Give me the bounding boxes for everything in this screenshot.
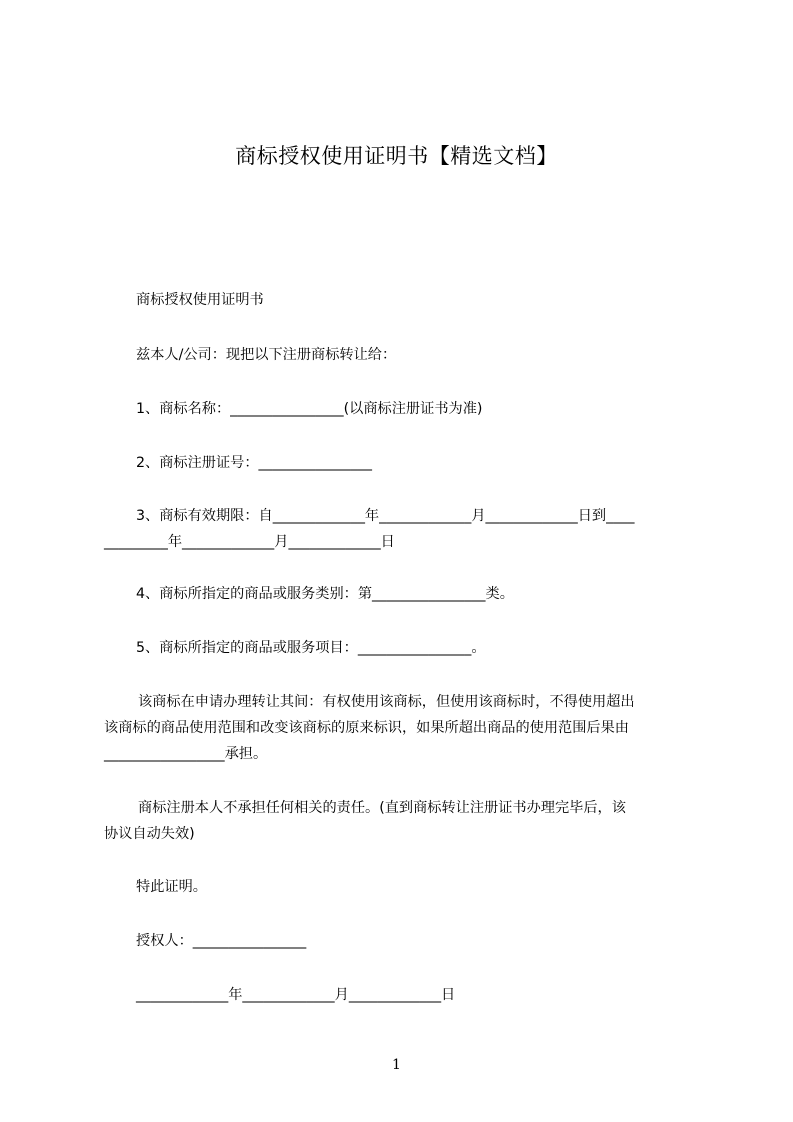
item-goods-items: 5、商标所指定的商品或服务项目：________________。 <box>136 640 486 656</box>
item-validity-period-line2: _________年_____________月_____________日 <box>104 534 395 550</box>
paragraph-liability-line2: 协议自动失效) <box>104 826 195 842</box>
item-goods-class: 4、商标所指定的商品或服务类别：第________________类。 <box>136 586 514 602</box>
item-registration-number: 2、商标注册证号：________________ <box>136 455 373 471</box>
paragraph-transfer-line1: 该商标在申请办理转让其间：有权使用该商标，但使用该商标时，不得使用超出 <box>138 694 635 710</box>
section-heading: 商标授权使用证明书 <box>136 292 264 308</box>
paragraph-transfer-line2: 该商标的商品使用范围和改变该商标的原来标识，如果所超出商品的使用范围后果由 <box>104 720 629 736</box>
paragraph-transfer-line3: _________________承担。 <box>104 746 268 762</box>
authorizer-line: 授权人：________________ <box>136 933 307 949</box>
closing-statement: 特此证明。 <box>136 879 207 895</box>
salutation: 兹本人/公司：现把以下注册商标转让给： <box>136 347 397 363</box>
item-validity-period-line1: 3、商标有效期限：自_____________年_____________月_____________日到____ <box>136 508 635 524</box>
paragraph-liability-line1: 商标注册本人不承担任何相关的责任。(直到商标转让注册证书办理完毕后，该 <box>138 800 626 816</box>
page-number: 1 <box>392 1057 401 1073</box>
document-title: 商标授权使用证明书【精选文档】 <box>235 144 558 168</box>
date-line: _____________年_____________月_____________日 <box>136 987 456 1003</box>
item-trademark-name: 1、商标名称：________________(以商标注册证书为准) <box>136 401 483 417</box>
